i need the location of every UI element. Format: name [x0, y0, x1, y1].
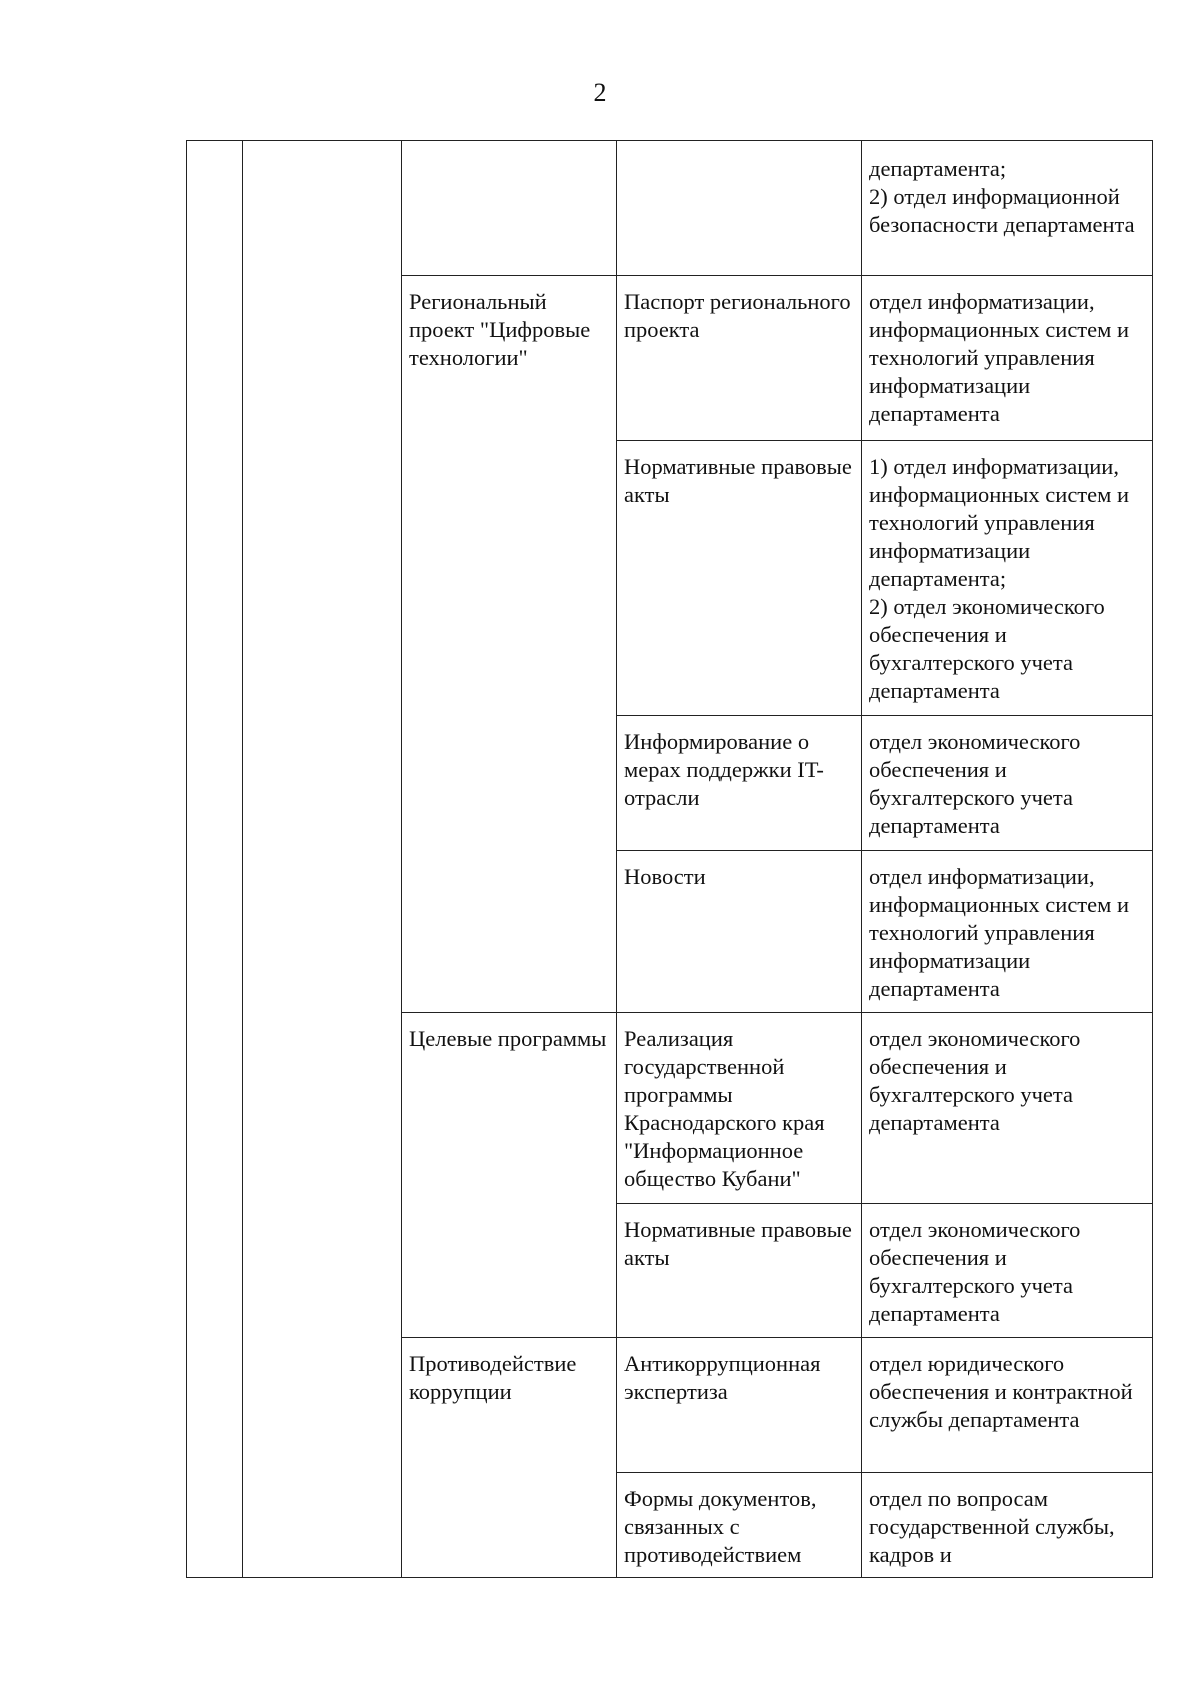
item-cell: Антикоррупционная экспертиза	[617, 1338, 862, 1473]
item-cell: Информирование о мерах поддержки IT-отрасли	[617, 716, 862, 851]
item-cell	[617, 141, 862, 276]
item-cell: Паспорт регионального проекта	[617, 276, 862, 441]
document-table	[186, 140, 1153, 1578]
responsible-cell: отдел экономического обеспечения и бухгалтерского учета департамента	[862, 1013, 1153, 1204]
responsible-cell: отдел по вопросам государственной службы, кадров и	[862, 1473, 1153, 1578]
responsible-cell: 1) отдел информатизации, информационных систем и технологий управления информатизации департамента; 2) отдел экономического обеспечения и бухгалтерского учета департамента	[862, 441, 1153, 716]
responsible-cell: отдел экономического обеспечения и бухгалтерского учета департамента	[862, 716, 1153, 851]
table-row	[187, 141, 1153, 276]
responsible-cell: отдел информатизации, информационных систем и технологий управления информатизации департамента	[862, 851, 1153, 1013]
section-cell: Противодействие коррупции	[402, 1338, 617, 1578]
responsible-cell: отдел юридического обеспечения и контрактной службы департамента	[862, 1338, 1153, 1473]
number-column-cell	[187, 141, 243, 1578]
responsible-cell: департамента; 2) отдел информационной безопасности департамента	[862, 141, 1153, 276]
item-cell: Новости	[617, 851, 862, 1013]
section-cell: Целевые программы	[402, 1013, 617, 1338]
section-cell	[402, 141, 617, 276]
category-column-cell	[243, 141, 402, 1578]
responsible-cell: отдел экономического обеспечения и бухгалтерского учета департамента	[862, 1204, 1153, 1338]
page-number: 2	[593, 78, 607, 107]
responsible-cell: отдел информатизации, информационных систем и технологий управления информатизации департамента	[862, 276, 1153, 441]
item-cell: Нормативные правовые акты	[617, 1204, 862, 1338]
item-cell: Нормативные правовые акты	[617, 441, 862, 716]
section-cell: Региональный проект "Цифровые технологии"	[402, 276, 617, 1013]
item-cell: Реализация государственной программы Краснодарского края "Информационное общество Кубани"	[617, 1013, 862, 1204]
item-cell: Формы документов, связанных с противодействием	[617, 1473, 862, 1578]
